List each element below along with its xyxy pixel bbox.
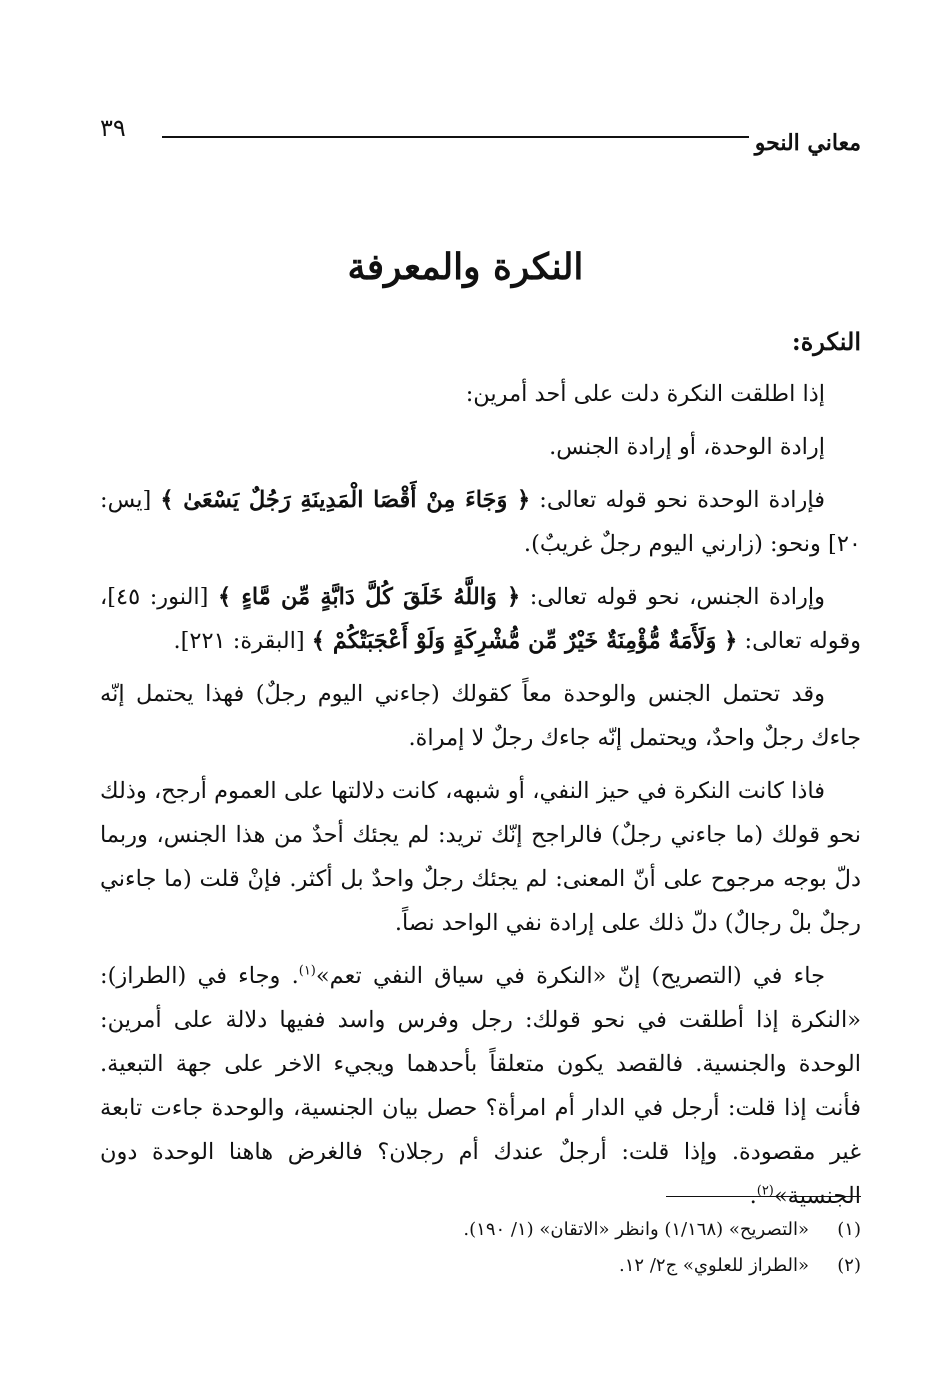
- footnote-number: (١): [837, 1219, 861, 1240]
- footnote-rule: [666, 1196, 861, 1197]
- paragraph-1: إذا اطلقت النكرة دلت على أحد أمرين:: [465, 381, 825, 407]
- quran-verse: ﴿ وَلَأَمَةٌ مُّؤْمِنَةٌ خَيْرٌ مِّن مُّشْرِكَةٍ وَلَوْ أَعْجَبَتْكُمْ ﴾: [311, 628, 738, 654]
- footnote-2: [100, 1248, 861, 1284]
- footnotes: [100, 1212, 861, 1284]
- text-run: [يس: ٢٠] ونحو: (زارني اليوم رجلٌ غريبٌ).: [100, 487, 861, 557]
- quran-verse: ﴿ وَاللَّهُ خَلَقَ كُلَّ دَابَّةٍ مِّن مَّاءٍ ﴾: [217, 584, 521, 610]
- paragraph-2: إرادة الوحدة، أو إرادة الجنس.: [549, 434, 825, 460]
- paragraph-7: [100, 954, 861, 1218]
- footnote-text: «الطراز للعلوي» ج٢/ ١٢.: [619, 1255, 809, 1276]
- book-title: معاني النحو: [754, 130, 861, 156]
- paragraph-3: [100, 478, 861, 566]
- text-run: [البقرة: ٢٢١].: [173, 628, 312, 654]
- footnote-1: [100, 1212, 861, 1248]
- text-run: .: [749, 1183, 757, 1209]
- footnote-ref-2[interactable]: (٢): [756, 1183, 774, 1199]
- quran-verse: ﴿ وَجَاءَ مِنْ أَقْصَا الْمَدِينَةِ رَجُلٌ يَسْعَىٰ ﴾: [160, 487, 531, 513]
- text-run: [النور: ٤٥]، وقوله تعالى:: [100, 584, 861, 654]
- chapter-title: النكرة والمعرفة: [347, 246, 584, 288]
- footnote-ref-1[interactable]: (١): [298, 963, 316, 979]
- footnote-number: (٢): [837, 1255, 861, 1276]
- paragraph-4: [100, 575, 861, 663]
- paragraph-5: وقد تحتمل الجنس والوحدة معاً كقولك (جاءني اليوم رجلٌ) فهذا يحتمل إنّه جاءك رجلٌ واحدٌ، ويحتمل إنّه جاءك رجلٌ لا إمراة.: [100, 681, 861, 751]
- body-text: [100, 320, 861, 1227]
- text-run: وإرادة الجنس، نحو قوله تعالى:: [520, 584, 825, 610]
- page-number: ٣٩: [100, 114, 126, 142]
- running-header: [100, 112, 861, 162]
- paragraph-6: فاذا كانت النكرة في حيز النفي، أو شبهه، كانت دلالتها على العموم أرجح، وذلك نحو قولك (ما جاءني رجلٌ) فالراجح إنّك تريد: لم يجئك أحدٌ من هذا الجنس، وربما دلّ بوجه مرجوح على أنّ المعنى: لم يجئك رجلٌ واحدٌ بل أكثر. فإنْ قلت (ما جاءني رجلٌ بلْ رجالٌ) دلّ ذلك على إرادة نفي الواحد نصاً.: [100, 778, 861, 936]
- text-run: جاء في (التصريح) إنّ «النكرة في سياق النفي تعم»: [315, 963, 825, 989]
- footnote-text: «التصريح» (١/١٦٨) وانظر «الاتقان» (١/ ١٩٠).: [463, 1219, 809, 1240]
- section-heading: النكرة:: [791, 327, 861, 356]
- header-rule: [162, 136, 749, 138]
- text-run: فإرادة الوحدة نحو قوله تعالى:: [530, 487, 826, 513]
- text-run: . وجاء في (الطراز): «النكرة إذا أطلقت في نحو قولك: رجل وفرس واسد ففيها دلالة على أمرين: الوحدة والجنسية. فالقصد يكون متعلقاً بأحدهما ويجيء الاخر على جهة التبعية. فأنت إذا قلت: أرجل في الدار أم امرأة؟ حصل بيان الجنسية، والوحدة جاءت تابعة غير مقصودة. وإذا قلت: أرجلٌ عندك أم رجلان؟ فالغرض هاهنا الوحدة دون الجنسية»: [100, 963, 861, 1209]
